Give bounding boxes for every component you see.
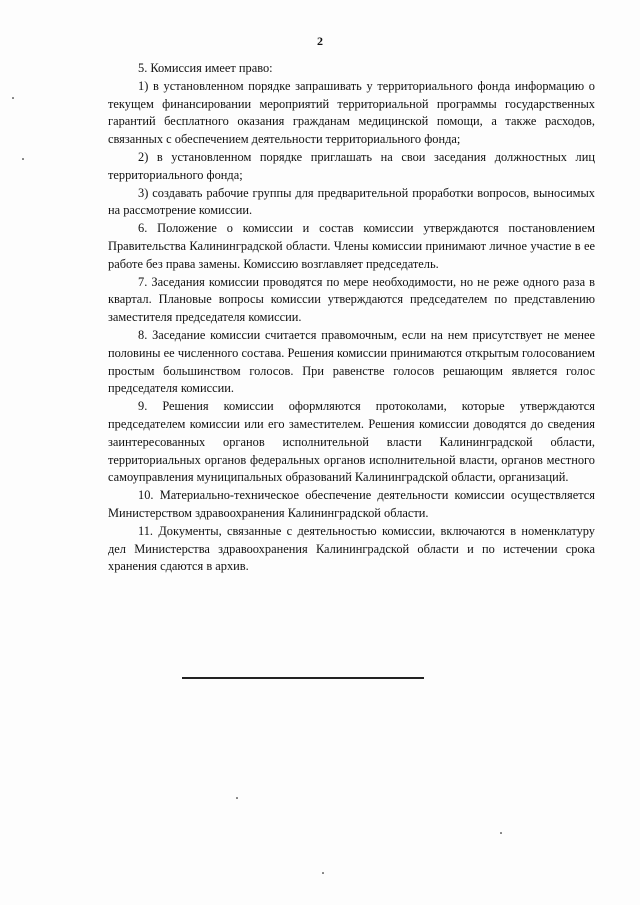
paragraph-11: 11. Документы, связанные с деятельностью комиссии, включаются в номенклатуру дел Министерства здравоохранения Калининградской области и по истечении срока хранения сдаются в архив. <box>108 523 595 574</box>
paragraph-5-item-1: 1) в установленном порядке запрашивать у территориального фонда информацию о текущем финансировании мероприятий территориальной программы государственных гарантий бесплатного оказания гражданам медицинской помощи, а также расходов, связанных с обеспечением деятельности территориального фонда; <box>108 78 595 147</box>
paragraph-5-item-2: 2) в установленном порядке приглашать на свои заседания должностных лиц территориального фонда; <box>108 149 595 182</box>
paragraph-5-item-3: 3) создавать рабочие группы для предварительной проработки вопросов, выносимых на рассмотрение комиссии. <box>108 185 595 218</box>
paragraph-6: 6. Положение о комиссии и состав комиссии утверждаются постановлением Правительства Калининградской области. Члены комиссии принимают личное участие в ее работе без права замены. Комиссию возглавляет председатель. <box>108 221 595 271</box>
page-number: 2 <box>317 34 323 48</box>
scan-speck <box>500 832 502 834</box>
document-body <box>108 60 595 576</box>
paragraph-5-heading: 5. Комиссия имеет право: <box>138 61 273 75</box>
scan-speck <box>322 872 324 874</box>
paragraph-8: 8. Заседание комиссии считается правомочным, если на нем присутствует не менее половины ее численного состава. Решения комиссии принимаются открытым голосованием простым большинством голосов. При равенстве голосов решающим является голос председателя комиссии. <box>108 327 595 396</box>
scan-speck <box>22 158 24 160</box>
paragraph-9: 9. Решения комиссии оформляются протоколами, которые утверждаются председателем комиссии или его заместителем. Решения комиссии доводятся до сведения заинтересованных органов исполнительной власти Калининградской области, территориальных органов федеральных органов исполнительной власти, органов местного самоуправления муниципальных образований Калининградской области, организаций. <box>108 399 595 485</box>
end-separator-line <box>182 677 424 679</box>
scan-speck <box>12 97 14 99</box>
paragraph-10: 10. Материально-техническое обеспечение деятельности комиссии осуществляется Министерством здравоохранения Калининградской области. <box>108 488 595 520</box>
paragraph-7: 7. Заседания комиссии проводятся по мере необходимости, но не реже одного раза в квартал. Плановые вопросы комиссии утверждаются председателем по представлению заместителя председателя комиссии. <box>108 274 595 325</box>
scan-speck <box>236 797 238 799</box>
